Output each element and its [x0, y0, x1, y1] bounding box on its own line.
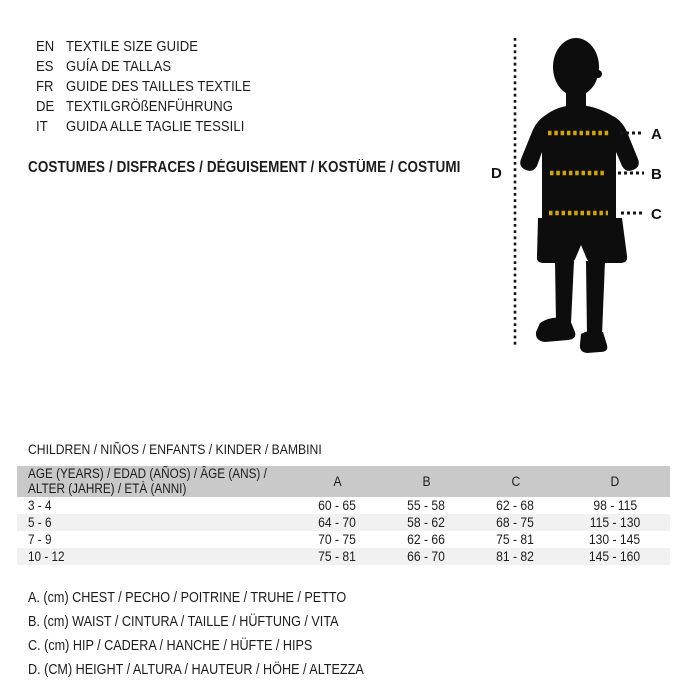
- legend-text: A. (cm) CHEST / PECHO / POITRINE / TRUHE / PETTO: [28, 590, 347, 606]
- legend-row-waist: [28, 610, 414, 634]
- language-row: [36, 56, 279, 76]
- column-header-a-text: A: [333, 474, 342, 489]
- language-row: [36, 116, 279, 136]
- table-row: [17, 497, 670, 514]
- value-cell-c: [471, 549, 560, 564]
- value-cell-text: 58 - 62: [407, 515, 446, 530]
- language-code-text: EN: [36, 37, 55, 55]
- age-cell-text: 7 - 9: [28, 532, 52, 547]
- column-header-c: [471, 474, 560, 489]
- language-code: [36, 58, 66, 75]
- age-cell: [17, 549, 293, 564]
- language-row: [36, 96, 279, 116]
- value-cell-text: 60 - 65: [318, 498, 357, 513]
- column-header-b: [382, 474, 471, 489]
- value-cell-b: [382, 498, 471, 513]
- column-header-c-text: C: [511, 474, 520, 489]
- chest-label: A: [651, 126, 662, 143]
- measurement-legend: [28, 586, 414, 682]
- value-cell-b: [382, 515, 471, 530]
- age-cell-text: 3 - 4: [28, 498, 52, 513]
- language-label: GUIDA ALLE TAGLIE TESSILI: [66, 117, 245, 135]
- value-cell-c: [471, 515, 560, 530]
- value-cell-a: [293, 549, 382, 564]
- age-cell-text: 5 - 6: [28, 515, 52, 530]
- column-header-b-text: B: [422, 474, 431, 489]
- language-code: [36, 38, 66, 55]
- table-header-row: [17, 466, 670, 497]
- age-cell-text: 10 - 12: [28, 549, 65, 564]
- table-row: [17, 514, 670, 531]
- language-row: [36, 36, 279, 56]
- legend-text: C. (cm) HIP / CADERA / HANCHE / HÜFTE / HIPS: [28, 638, 313, 654]
- age-cell: [17, 498, 293, 513]
- value-cell-text: 130 - 145: [589, 532, 641, 547]
- value-cell-text: 115 - 130: [589, 515, 641, 530]
- age-cell: [17, 532, 293, 547]
- language-code-text: FR: [36, 77, 54, 95]
- age-cell: [17, 515, 293, 530]
- age-header-line2: ALTER (JAHRE) / ETÀ (ANNI): [28, 480, 187, 496]
- language-list: [36, 36, 279, 136]
- language-code-text: ES: [36, 57, 54, 75]
- age-header-line1: AGE (YEARS) / EDAD (AÑOS) / ÂGE (ANS) /: [28, 466, 267, 481]
- value-cell-text: 55 - 58: [407, 498, 446, 513]
- value-cell-text: 75 - 81: [318, 549, 357, 564]
- value-cell-a: [293, 532, 382, 547]
- column-header-d-text: D: [610, 474, 620, 489]
- language-row: [36, 76, 279, 96]
- value-cell-text: 66 - 70: [407, 549, 446, 564]
- value-cell-c: [471, 498, 560, 513]
- child-silhouette-icon: [520, 38, 639, 353]
- value-cell-text: 81 - 82: [496, 549, 535, 564]
- language-code-text: IT: [36, 117, 48, 135]
- language-code: [36, 118, 66, 135]
- value-cell-text: 62 - 66: [407, 532, 446, 547]
- hip-label: C: [651, 206, 662, 223]
- section-title: [28, 441, 366, 457]
- value-cell-text: 145 - 160: [589, 549, 641, 564]
- value-cell-text: 64 - 70: [318, 515, 357, 530]
- value-cell-text: 75 - 81: [496, 532, 535, 547]
- legend-row-height: [28, 658, 414, 682]
- value-cell-text: 98 - 115: [593, 498, 637, 513]
- language-code: [36, 98, 66, 115]
- column-header-d: [560, 474, 670, 489]
- value-cell-text: 68 - 75: [496, 515, 535, 530]
- value-cell-d: [560, 515, 670, 530]
- column-header-a: [293, 474, 382, 489]
- value-cell-a: [293, 515, 382, 530]
- waist-label: B: [651, 166, 662, 183]
- value-cell-b: [382, 549, 471, 564]
- value-cell-d: [560, 498, 670, 513]
- figure-svg: [480, 20, 700, 360]
- language-label: GUÍA DE TALLAS: [66, 57, 172, 75]
- value-cell-text: 62 - 68: [496, 498, 535, 513]
- legend-row-hip: [28, 634, 414, 658]
- age-column-header: [17, 467, 293, 496]
- language-code: [36, 78, 66, 95]
- table-row: [17, 548, 670, 565]
- value-cell-d: [560, 549, 670, 564]
- category-title: [28, 159, 525, 177]
- language-code-text: DE: [36, 97, 55, 115]
- size-table: [17, 466, 670, 565]
- value-cell-b: [382, 532, 471, 547]
- value-cell-c: [471, 532, 560, 547]
- legend-row-chest: [28, 586, 414, 610]
- legend-text: B. (cm) WAIST / CINTURA / TAILLE / HÜFTUNG / VITA: [28, 614, 339, 630]
- table-row: [17, 531, 670, 548]
- category-title-text: COSTUMES / DISFRACES / DÉGUISEMENT / KOSTÜME / COSTUMI: [28, 159, 461, 176]
- section-title-text: CHILDREN / NIÑOS / ENFANTS / KINDER / BAMBINI: [28, 441, 322, 457]
- language-label: TEXTILE SIZE GUIDE: [66, 37, 199, 55]
- value-cell-d: [560, 532, 670, 547]
- legend-text: D. (CM) HEIGHT / ALTURA / HAUTEUR / HÖHE / ALTEZZA: [28, 662, 364, 678]
- language-label: TEXTILGRÖßENFÜHRUNG: [66, 97, 233, 115]
- language-label: GUIDE DES TAILLES TEXTILE: [66, 77, 251, 95]
- value-cell-a: [293, 498, 382, 513]
- height-label: D: [491, 165, 502, 182]
- value-cell-text: 70 - 75: [318, 532, 357, 547]
